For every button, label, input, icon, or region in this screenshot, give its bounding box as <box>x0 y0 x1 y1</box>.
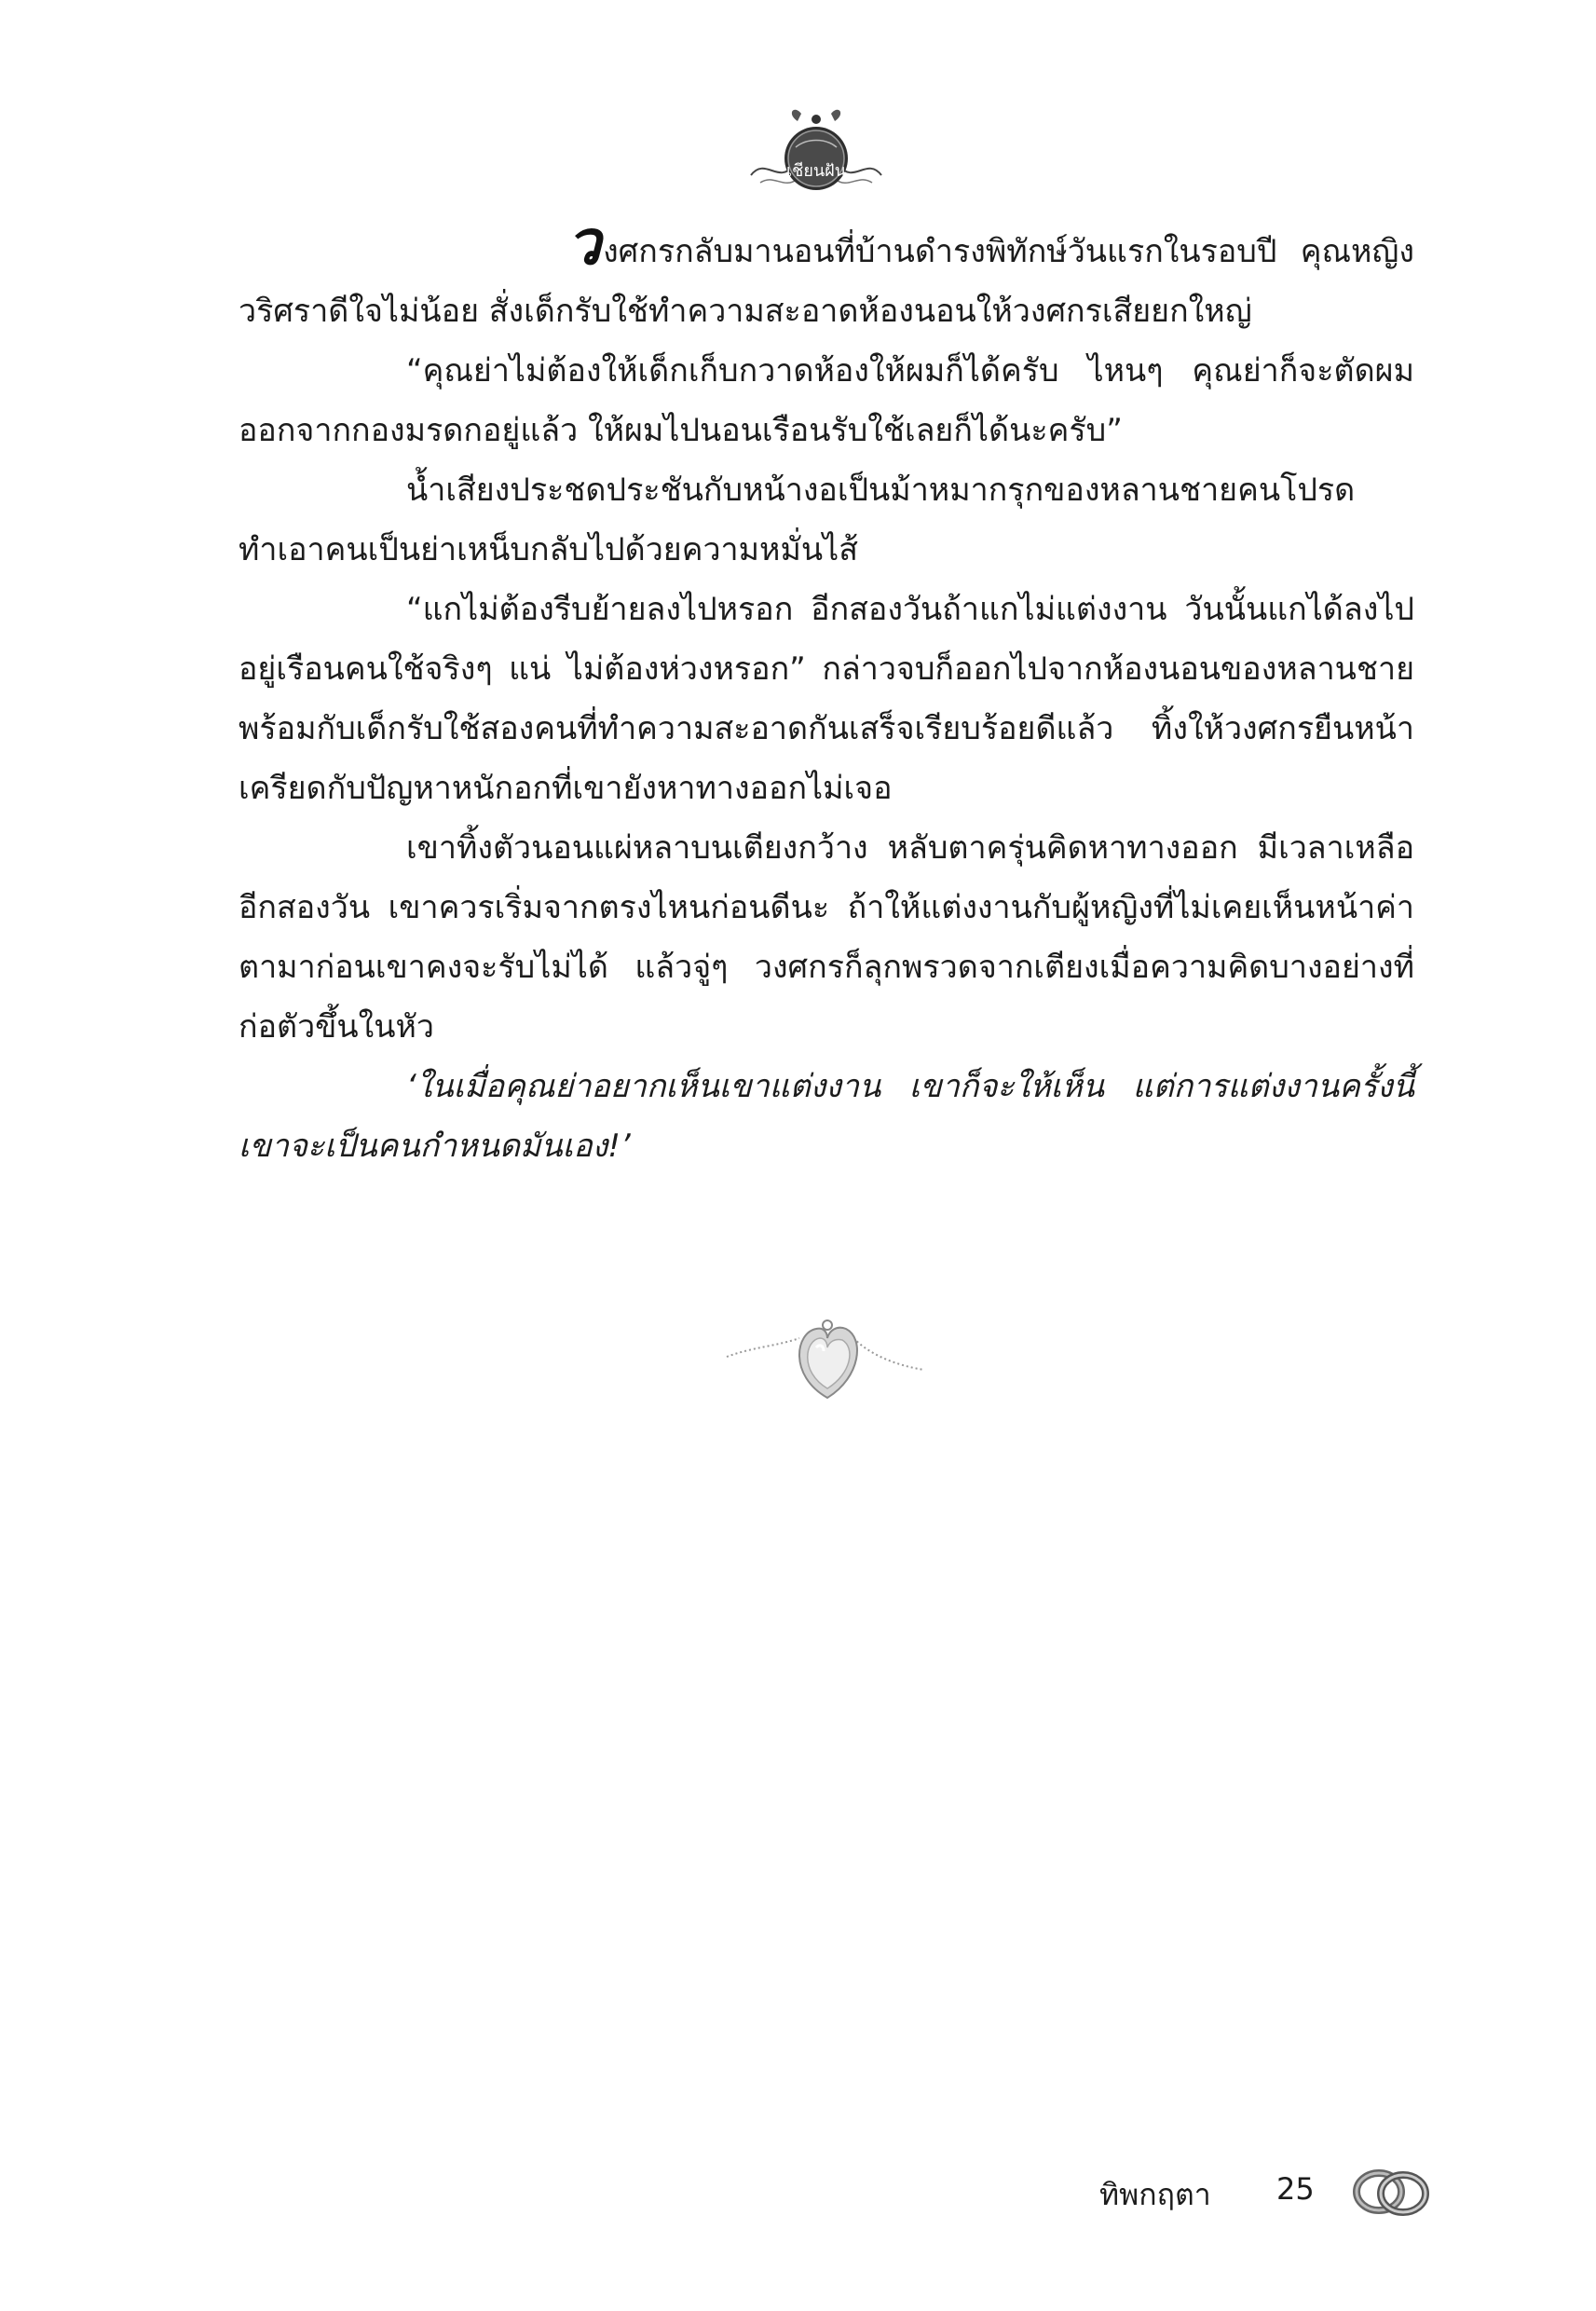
paragraph-6: ‘ในเมื่อคุณย่าอยากเห็นเขาแต่งงาน เขาก็จะให้เห็น แต่การแต่งงานครั้งนี้เขาจะเป็นคนกำหนดมันเอง!’ <box>239 1068 1414 1165</box>
page-number: 25 <box>1276 2171 1315 2207</box>
crest-ornament-icon <box>742 101 891 194</box>
author-name: ทิพกฤตา <box>1099 2177 1211 2212</box>
heart-pendant-icon <box>723 1301 928 1413</box>
paragraph-4: “แกไม่ต้องรีบย้ายลงไปหรอก อีกสองวันถ้าแกไม่แต่งงาน วันนั้นแกได้ลงไปอยู่เรือนคนใช้จริงๆ แน่ ไม่ต้องห่วงหรอก” กล่าวจบก็ออกไปจากห้องนอนของหลานชายพร้อมกับเด็กรับใช้สองคนที่ทำความสะอาดกันเสร็จเรียบร้อยดีแล้ว ทิ้งให้วงศกรยืนหน้าเครียดกับปัญหาหนักอกที่เขายังหาทางออกไม่เจอ <box>239 591 1414 807</box>
paragraph-1 <box>239 206 1414 341</box>
wedding-rings-icon <box>1349 2160 1433 2222</box>
paragraph-text: งศกรกลับมานอนที่บ้านดำรงพิทักษ์วันแรกในรอบปี คุณหญิงวริศราดีใจไม่น้อย สั่งเด็กรับใช้ทำความสะอาดห้องนอนให้วงศกรเสียยกใหญ่ <box>239 233 1414 330</box>
paragraph-2: “คุณย่าไม่ต้องให้เด็กเก็บกวาดห้องให้ผมก็ได้ครับ ไหนๆ คุณย่าก็จะตัดผมออกจากกองมรดกอยู่แล้ว ให้ผมไปนอนเรือนรับใช้เลยก็ได้นะครับ” <box>239 352 1414 449</box>
page-footer <box>1099 2160 1435 2225</box>
drop-cap: ว <box>566 206 602 279</box>
paragraph-5: เขาทิ้งตัวนอนแผ่หลาบนเตียงกว้าง หลับตาครุ่นคิดหาทางออก มีเวลาเหลืออีกสองวัน เขาควรเริ่มจากตรงไหนก่อนดีนะ ถ้าให้แต่งงานกับผู้หญิงที่ไม่เคยเห็นหน้าค่าตามาก่อนเขาคงจะรับไม่ได้ แล้วจู่ๆ วงศกรก็ลุกพรวดจากเตียงเมื่อความคิดบางอย่างที่ก่อตัวขึ้นในหัว <box>239 829 1414 1046</box>
story-text <box>239 206 1414 1176</box>
paragraph-3: น้ำเสียงประชดประชันกับหน้างอเป็นม้าหมากรุกของหลานชายคนโปรดทำเอาคนเป็นย่าเหน็บกลับไปด้วยความหมั่นไส้ <box>239 472 1356 568</box>
ornament-label: เชียนฝัน <box>785 161 847 181</box>
